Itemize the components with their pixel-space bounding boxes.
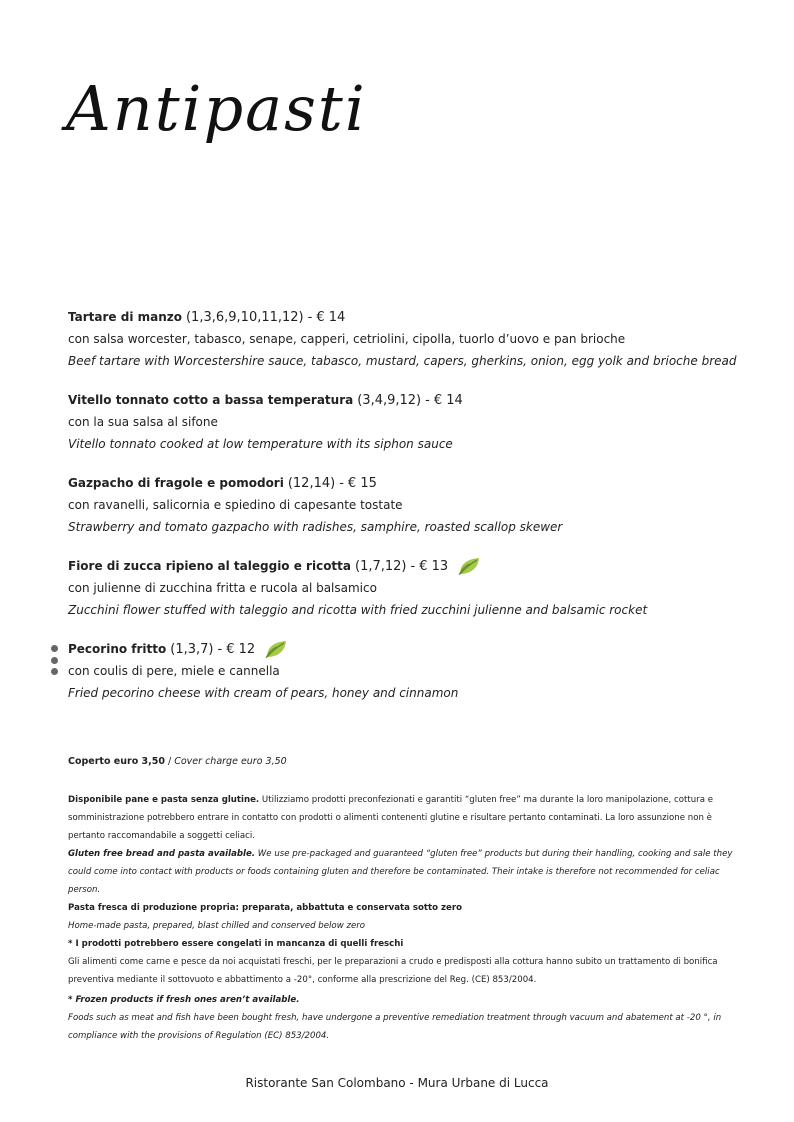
dish-price: € 14 bbox=[316, 309, 346, 325]
price-separator: - bbox=[307, 309, 313, 325]
dish-allergens: (3,4,9,12) bbox=[357, 392, 422, 408]
dish-description-it: con coulis di pere, miele e cannella bbox=[68, 664, 280, 678]
price-separator: - bbox=[410, 558, 416, 574]
gluten-note-en-heading: Gluten free bread and pasta available. bbox=[68, 849, 256, 859]
dish-description-it: con ravanelli, salicornia e spiedino di capesante tostate bbox=[68, 498, 403, 512]
dish-name: Fiore di zucca ripieno al taleggio e ricotta bbox=[68, 559, 352, 573]
dish-price: € 14 bbox=[433, 392, 463, 408]
gluten-note-en bbox=[68, 845, 738, 899]
allergen-notes bbox=[68, 791, 738, 1045]
cover-charge-it: Coperto euro 3,50 bbox=[68, 756, 165, 767]
frozen-note-it-heading: * I prodotti potrebbero essere congelati in mancanza di quelli freschi bbox=[68, 939, 404, 949]
price-separator: - bbox=[339, 475, 344, 491]
dish-name: Tartare di manzo bbox=[68, 310, 182, 324]
frozen-note-it-text: Gli alimenti come carne e pesce da noi acquistati freschi, per le preparazioni a crudo e predisposti alla cottura hanno subito un trattamento di bonifica preventiva mediante il sottovuoto e abbattimento a -20°, conforme alla prescrizione del Reg. (CE) 853/2004. bbox=[68, 957, 718, 985]
frozen-note-en-heading: * Frozen products if fresh ones aren’t available. bbox=[68, 995, 300, 1005]
dish-price: € 15 bbox=[347, 475, 377, 491]
gluten-note-it bbox=[68, 791, 738, 845]
vegetarian-leaf-icon bbox=[265, 639, 287, 659]
dish-allergens: (12,14) bbox=[287, 475, 336, 491]
menu-item bbox=[68, 555, 748, 621]
dish-price: € 12 bbox=[226, 641, 256, 657]
dish-name: Gazpacho di fragole e pomodori bbox=[68, 476, 284, 490]
menu-item bbox=[68, 306, 748, 372]
gluten-note-it-text: Utilizziamo prodotti preconfezionati e garantiti “gluten free” ma durante la loro manipolazione, cottura e somministrazione potrebbero entrare in contatto con prodotti o alimenti contenenti glutine e risultare pertanto contaminati. La loro assunzione non è pertanto raccomandabile a soggetti celiaci. bbox=[68, 795, 713, 841]
fresh-pasta-note-it: Pasta fresca di produzione propria: preparata, abbattuta e conservata sotto zero bbox=[68, 903, 463, 913]
price-separator: - bbox=[425, 392, 430, 408]
restaurant-footer: Ristorante San Colombano - Mura Urbane di Lucca bbox=[245, 1076, 549, 1090]
dish-allergens: (1,3,6,9,10,11,12) bbox=[185, 309, 304, 325]
dish-description-it: con salsa worcester, tabasco, senape, capperi, cetriolini, cipolla, tuorlo d’uovo e pan brioche bbox=[68, 332, 626, 346]
dish-description-en: Strawberry and tomato gazpacho with radishes, samphire, roasted scallop skewer bbox=[68, 520, 563, 534]
dish-name: Vitello tonnato cotto a bassa temperatura bbox=[68, 393, 354, 407]
frozen-note-en-text: Foods such as meat and fish have been bought fresh, have undergone a preventive remediation treatment through vacuum and abatement at -20 °, in compliance with the provisions of Regulation (EC) 853/2004. bbox=[68, 1013, 722, 1041]
more-options-icon[interactable] bbox=[51, 645, 59, 675]
dish-description-en: Fried pecorino cheese with cream of pears, honey and cinnamon bbox=[68, 686, 459, 700]
dish-description-en: Zucchini flower stuffed with taleggio and ricotta with fried zucchini julienne and balsamic rocket bbox=[68, 603, 648, 617]
fresh-pasta-note-en: Home-made pasta, prepared, blast chilled and conserved below zero bbox=[68, 921, 366, 931]
menu-item bbox=[68, 472, 748, 538]
dish-allergens: (1,3,7) bbox=[170, 641, 214, 657]
cover-charge-en: Cover charge euro 3,50 bbox=[174, 756, 287, 767]
dish-name: Pecorino fritto bbox=[68, 642, 167, 656]
gluten-note-it-heading: Disponibile pane e pasta senza glutine. bbox=[68, 795, 260, 805]
menu-item bbox=[68, 389, 748, 455]
price-separator: - bbox=[217, 641, 223, 657]
dish-description-en: Vitello tonnato cooked at low temperature with its siphon sauce bbox=[68, 437, 453, 451]
page-title: Antipasti bbox=[66, 72, 367, 145]
gluten-note-en-text: We use pre-packaged and guaranteed “gluten free” products but during their handling, cooking and sale they could come into contact with products or foods containing gluten and therefore be contaminated. Their intake is therefore not recommended for celiac person. bbox=[68, 849, 733, 895]
cover-charge-slash: / bbox=[168, 756, 172, 767]
cover-charge bbox=[68, 756, 287, 767]
dish-price: € 13 bbox=[419, 558, 449, 574]
vegetarian-leaf-icon bbox=[458, 556, 480, 576]
dish-allergens: (1,7,12) bbox=[355, 558, 407, 574]
menu-item bbox=[68, 638, 748, 704]
dish-description-it: con julienne di zucchina fritta e rucola al balsamico bbox=[68, 581, 377, 595]
dish-description-en: Beef tartare with Worcestershire sauce, tabasco, mustard, capers, gherkins, onion, egg yolk and brioche bread bbox=[68, 354, 737, 368]
dish-description-it: con la sua salsa al sifone bbox=[68, 415, 218, 429]
